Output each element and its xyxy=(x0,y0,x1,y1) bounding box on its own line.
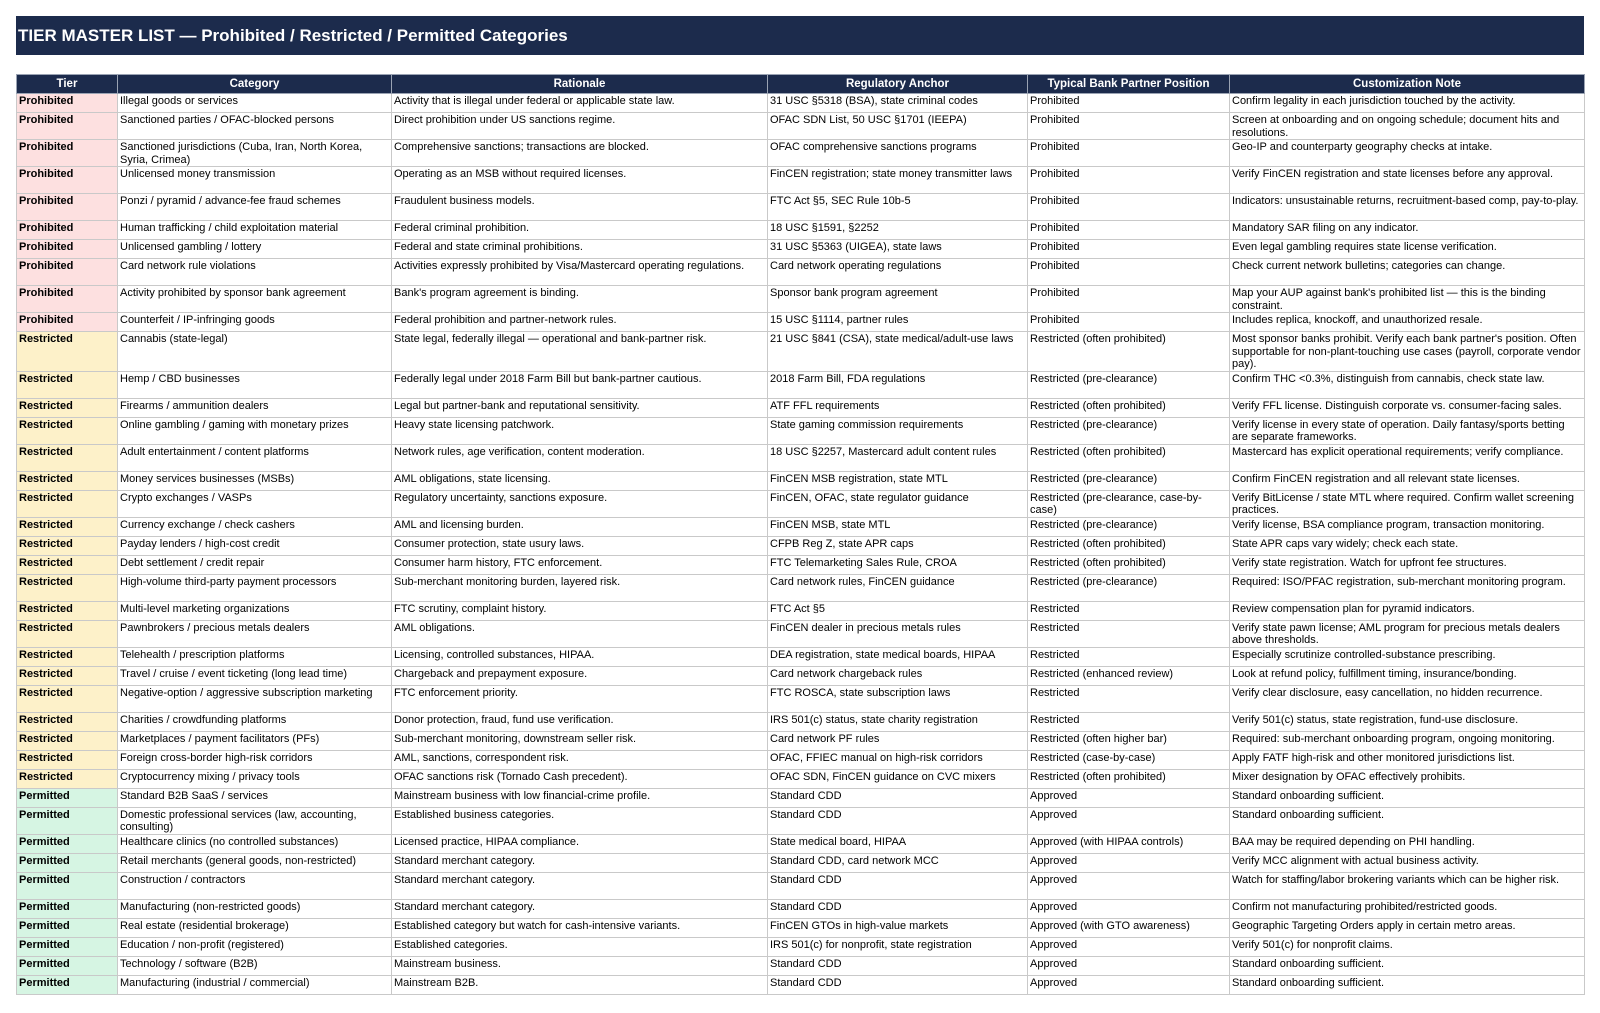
rationale-cell[interactable]: Comprehensive sanctions; transactions are blocked. xyxy=(392,140,768,167)
customization-note-cell[interactable]: Required: sub-merchant onboarding program, ongoing monitoring. xyxy=(1230,731,1585,750)
column-header-rationale[interactable]: Rationale xyxy=(392,75,768,94)
customization-note-cell[interactable]: Verify MCC alignment with actual business activity. xyxy=(1230,853,1585,872)
customization-note-cell[interactable]: Verify state registration. Watch for upfront fee structures. xyxy=(1230,555,1585,574)
tier-cell[interactable]: Permitted xyxy=(17,872,118,899)
rationale-cell[interactable]: Bank's program agreement is binding. xyxy=(392,286,768,313)
bank-partner-position-cell[interactable]: Approved xyxy=(1028,853,1230,872)
tier-cell[interactable]: Prohibited xyxy=(17,167,118,194)
bank-partner-position-cell[interactable]: Restricted (pre-clearance) xyxy=(1028,517,1230,536)
rationale-cell[interactable]: Standard merchant category. xyxy=(392,872,768,899)
tier-cell[interactable]: Restricted xyxy=(17,555,118,574)
regulatory-anchor-cell[interactable]: 18 USC §2257, Mastercard adult content rules xyxy=(768,444,1028,471)
bank-partner-position-cell[interactable]: Restricted (often prohibited) xyxy=(1028,332,1230,372)
table-row xyxy=(17,259,1585,286)
rationale-cell[interactable]: Federally legal under 2018 Farm Bill but bank-partner cautious. xyxy=(392,371,768,398)
column-header-tier[interactable]: Tier xyxy=(17,75,118,94)
category-cell[interactable]: Payday lenders / high-cost credit xyxy=(118,536,392,555)
category-cell[interactable]: Negative-option / aggressive subscription marketing xyxy=(118,685,392,712)
rationale-cell[interactable]: AML, sanctions, correspondent risk. xyxy=(392,750,768,769)
bank-partner-position-cell[interactable]: Restricted xyxy=(1028,685,1230,712)
rationale-cell[interactable]: FTC scrutiny, complaint history. xyxy=(392,601,768,620)
table-row xyxy=(17,490,1585,517)
table-row xyxy=(17,313,1585,332)
regulatory-anchor-cell[interactable]: State medical board, HIPAA xyxy=(768,834,1028,853)
tier-cell[interactable]: Restricted xyxy=(17,731,118,750)
category-cell[interactable]: Currency exchange / check cashers xyxy=(118,517,392,536)
regulatory-anchor-cell[interactable]: 15 USC §1114, partner rules xyxy=(768,313,1028,332)
customization-note-cell[interactable]: Map your AUP against bank's prohibited list — this is the binding constraint. xyxy=(1230,286,1585,313)
bank-partner-position-cell[interactable]: Restricted (often higher bar) xyxy=(1028,731,1230,750)
regulatory-anchor-cell[interactable]: OFAC comprehensive sanctions programs xyxy=(768,140,1028,167)
regulatory-anchor-cell[interactable]: IRS 501(c) status, state charity registration xyxy=(768,712,1028,731)
category-cell[interactable]: Crypto exchanges / VASPs xyxy=(118,490,392,517)
table-row xyxy=(17,221,1585,240)
column-header-category[interactable]: Category xyxy=(118,75,392,94)
regulatory-anchor-cell[interactable]: 21 USC §841 (CSA), state medical/adult-use laws xyxy=(768,332,1028,372)
tier-cell[interactable]: Restricted xyxy=(17,517,118,536)
customization-note-cell[interactable]: Verify BitLicense / state MTL where required. Confirm wallet screening practices. xyxy=(1230,490,1585,517)
regulatory-anchor-cell[interactable]: OFAC, FFIEC manual on high-risk corridors xyxy=(768,750,1028,769)
tier-cell[interactable]: Restricted xyxy=(17,332,118,372)
category-cell[interactable]: Online gambling / gaming with monetary prizes xyxy=(118,417,392,444)
tier-cell[interactable]: Prohibited xyxy=(17,94,118,113)
customization-note-cell[interactable]: Standard onboarding sufficient. xyxy=(1230,788,1585,807)
bank-partner-position-cell[interactable]: Approved xyxy=(1028,899,1230,918)
regulatory-anchor-cell[interactable]: Standard CDD, card network MCC xyxy=(768,853,1028,872)
category-cell[interactable]: Counterfeit / IP-infringing goods xyxy=(118,313,392,332)
table-row xyxy=(17,975,1585,994)
regulatory-anchor-cell[interactable]: 31 USC §5318 (BSA), state criminal codes xyxy=(768,94,1028,113)
table-row xyxy=(17,769,1585,788)
customization-note-cell[interactable]: Geo-IP and counterparty geography checks at intake. xyxy=(1230,140,1585,167)
rationale-cell[interactable]: State legal, federally illegal — operational and bank-partner risk. xyxy=(392,332,768,372)
customization-note-cell[interactable]: Confirm legality in each jurisdiction touched by the activity. xyxy=(1230,94,1585,113)
category-cell[interactable]: Charities / crowdfunding platforms xyxy=(118,712,392,731)
category-cell[interactable]: Cannabis (state-legal) xyxy=(118,332,392,372)
regulatory-anchor-cell[interactable]: Standard CDD xyxy=(768,975,1028,994)
regulatory-anchor-cell[interactable]: FinCEN MSB registration, state MTL xyxy=(768,471,1028,490)
category-cell[interactable]: Technology / software (B2B) xyxy=(118,956,392,975)
bank-partner-position-cell[interactable]: Approved (with GTO awareness) xyxy=(1028,918,1230,937)
regulatory-anchor-cell[interactable]: FinCEN registration; state money transmitter laws xyxy=(768,167,1028,194)
category-cell[interactable]: Standard B2B SaaS / services xyxy=(118,788,392,807)
customization-note-cell[interactable]: Confirm THC <0.3%, distinguish from cannabis, check state law. xyxy=(1230,371,1585,398)
table-row xyxy=(17,417,1585,444)
category-cell[interactable]: Manufacturing (industrial / commercial) xyxy=(118,975,392,994)
bank-partner-position-cell[interactable]: Approved xyxy=(1028,807,1230,834)
bank-partner-position-cell[interactable]: Prohibited xyxy=(1028,113,1230,140)
table-row xyxy=(17,685,1585,712)
tier-cell[interactable]: Prohibited xyxy=(17,313,118,332)
category-cell[interactable]: Illegal goods or services xyxy=(118,94,392,113)
table-row xyxy=(17,872,1585,899)
table-row xyxy=(17,444,1585,471)
customization-note-cell[interactable]: Indicators: unsustainable returns, recruitment-based comp, pay-to-play. xyxy=(1230,194,1585,221)
rationale-cell[interactable]: Donor protection, fraud, fund use verification. xyxy=(392,712,768,731)
bank-partner-position-cell[interactable]: Prohibited xyxy=(1028,194,1230,221)
tier-cell[interactable]: Restricted xyxy=(17,620,118,647)
table-row xyxy=(17,194,1585,221)
bank-partner-position-cell[interactable]: Approved xyxy=(1028,788,1230,807)
category-cell[interactable]: Cryptocurrency mixing / privacy tools xyxy=(118,769,392,788)
tier-cell[interactable]: Restricted xyxy=(17,574,118,601)
bank-partner-position-cell[interactable]: Restricted xyxy=(1028,601,1230,620)
customization-note-cell[interactable]: Mastercard has explicit operational requirements; verify compliance. xyxy=(1230,444,1585,471)
customization-note-cell[interactable]: Verify license, BSA compliance program, transaction monitoring. xyxy=(1230,517,1585,536)
regulatory-anchor-cell[interactable]: Card network operating regulations xyxy=(768,259,1028,286)
category-cell[interactable]: Marketplaces / payment facilitators (PFs) xyxy=(118,731,392,750)
category-cell[interactable]: Retail merchants (general goods, non-restricted) xyxy=(118,853,392,872)
tier-cell[interactable]: Restricted xyxy=(17,490,118,517)
category-cell[interactable]: Adult entertainment / content platforms xyxy=(118,444,392,471)
customization-note-cell[interactable]: Confirm not manufacturing prohibited/restricted goods. xyxy=(1230,899,1585,918)
tier-cell[interactable]: Permitted xyxy=(17,918,118,937)
table-row xyxy=(17,555,1585,574)
regulatory-anchor-cell[interactable]: ATF FFL requirements xyxy=(768,398,1028,417)
regulatory-anchor-cell[interactable]: FinCEN MSB, state MTL xyxy=(768,517,1028,536)
bank-partner-position-cell[interactable]: Approved xyxy=(1028,975,1230,994)
category-cell[interactable]: Activity prohibited by sponsor bank agreement xyxy=(118,286,392,313)
bank-partner-position-cell[interactable]: Approved xyxy=(1028,956,1230,975)
regulatory-anchor-cell[interactable]: Standard CDD xyxy=(768,872,1028,899)
regulatory-anchor-cell[interactable]: Card network chargeback rules xyxy=(768,666,1028,685)
table-row xyxy=(17,731,1585,750)
column-header-customization-note[interactable]: Customization Note xyxy=(1230,75,1585,94)
regulatory-anchor-cell[interactable]: Card network rules, FinCEN guidance xyxy=(768,574,1028,601)
category-cell[interactable]: Money services businesses (MSBs) xyxy=(118,471,392,490)
regulatory-anchor-cell[interactable]: 2018 Farm Bill, FDA regulations xyxy=(768,371,1028,398)
rationale-cell[interactable]: Network rules, age verification, content moderation. xyxy=(392,444,768,471)
table-row xyxy=(17,807,1585,834)
customization-note-cell[interactable]: Even legal gambling requires state license verification. xyxy=(1230,240,1585,259)
table-row xyxy=(17,918,1585,937)
table-row xyxy=(17,574,1585,601)
regulatory-anchor-cell[interactable]: FinCEN GTOs in high-value markets xyxy=(768,918,1028,937)
regulatory-anchor-cell[interactable]: OFAC SDN List, 50 USC §1701 (IEEPA) xyxy=(768,113,1028,140)
tier-master-table xyxy=(16,74,1585,995)
tier-cell[interactable]: Restricted xyxy=(17,536,118,555)
regulatory-anchor-cell[interactable]: 31 USC §5363 (UIGEA), state laws xyxy=(768,240,1028,259)
regulatory-anchor-cell[interactable]: Standard CDD xyxy=(768,956,1028,975)
table-row xyxy=(17,113,1585,140)
regulatory-anchor-cell[interactable]: Standard CDD xyxy=(768,788,1028,807)
customization-note-cell[interactable]: Confirm FinCEN registration and all relevant state licenses. xyxy=(1230,471,1585,490)
category-cell[interactable]: Ponzi / pyramid / advance-fee fraud schemes xyxy=(118,194,392,221)
customization-note-cell[interactable]: Look at refund policy, fulfillment timing, insurance/bonding. xyxy=(1230,666,1585,685)
rationale-cell[interactable]: Federal criminal prohibition. xyxy=(392,221,768,240)
category-cell[interactable]: Telehealth / prescription platforms xyxy=(118,647,392,666)
bank-partner-position-cell[interactable]: Prohibited xyxy=(1028,286,1230,313)
table-row xyxy=(17,536,1585,555)
category-cell[interactable]: Education / non-profit (registered) xyxy=(118,937,392,956)
regulatory-anchor-cell[interactable]: FinCEN dealer in precious metals rules xyxy=(768,620,1028,647)
tier-cell[interactable]: Prohibited xyxy=(17,221,118,240)
tier-cell[interactable]: Restricted xyxy=(17,712,118,731)
tier-cell[interactable]: Permitted xyxy=(17,807,118,834)
rationale-cell[interactable]: Legal but partner-bank and reputational sensitivity. xyxy=(392,398,768,417)
category-cell[interactable]: Human trafficking / child exploitation material xyxy=(118,221,392,240)
regulatory-anchor-cell[interactable]: 18 USC §1591, §2252 xyxy=(768,221,1028,240)
tier-cell[interactable]: Restricted xyxy=(17,647,118,666)
customization-note-cell[interactable]: Verify FFL license. Distinguish corporate vs. consumer-facing sales. xyxy=(1230,398,1585,417)
rationale-cell[interactable]: Standard merchant category. xyxy=(392,853,768,872)
customization-note-cell[interactable]: Verify clear disclosure, easy cancellation, no hidden recurrence. xyxy=(1230,685,1585,712)
rationale-cell[interactable]: Direct prohibition under US sanctions regime. xyxy=(392,113,768,140)
customization-note-cell[interactable]: Verify FinCEN registration and state licenses before any approval. xyxy=(1230,167,1585,194)
regulatory-anchor-cell[interactable]: Card network PF rules xyxy=(768,731,1028,750)
customization-note-cell[interactable]: Mandatory SAR filing on any indicator. xyxy=(1230,221,1585,240)
table-row xyxy=(17,937,1585,956)
table-row xyxy=(17,956,1585,975)
bank-partner-position-cell[interactable]: Prohibited xyxy=(1028,259,1230,286)
tier-cell[interactable]: Permitted xyxy=(17,788,118,807)
tier-cell[interactable]: Permitted xyxy=(17,834,118,853)
tier-cell[interactable]: Restricted xyxy=(17,685,118,712)
tier-cell[interactable]: Permitted xyxy=(17,899,118,918)
table-row xyxy=(17,332,1585,372)
bank-partner-position-cell[interactable]: Restricted xyxy=(1028,647,1230,666)
regulatory-anchor-cell[interactable]: OFAC SDN, FinCEN guidance on CVC mixers xyxy=(768,769,1028,788)
bank-partner-position-cell[interactable]: Approved (with HIPAA controls) xyxy=(1028,834,1230,853)
rationale-cell[interactable]: Established categories. xyxy=(392,937,768,956)
tier-cell[interactable]: Prohibited xyxy=(17,286,118,313)
regulatory-anchor-cell[interactable]: CFPB Reg Z, state APR caps xyxy=(768,536,1028,555)
tier-cell[interactable]: Permitted xyxy=(17,937,118,956)
bank-partner-position-cell[interactable]: Prohibited xyxy=(1028,240,1230,259)
category-cell[interactable]: Sanctioned parties / OFAC-blocked persons xyxy=(118,113,392,140)
bank-partner-position-cell[interactable]: Restricted xyxy=(1028,620,1230,647)
rationale-cell[interactable]: Fraudulent business models. xyxy=(392,194,768,221)
bank-partner-position-cell[interactable]: Restricted (often prohibited) xyxy=(1028,536,1230,555)
category-cell[interactable]: Unlicensed money transmission xyxy=(118,167,392,194)
regulatory-anchor-cell[interactable]: FTC Telemarketing Sales Rule, CROA xyxy=(768,555,1028,574)
customization-note-cell[interactable]: Includes replica, knockoff, and unauthorized resale. xyxy=(1230,313,1585,332)
rationale-cell[interactable]: Federal prohibition and partner-network rules. xyxy=(392,313,768,332)
bank-partner-position-cell[interactable]: Restricted (pre-clearance) xyxy=(1028,574,1230,601)
tier-cell[interactable]: Restricted xyxy=(17,371,118,398)
table-row xyxy=(17,398,1585,417)
table-row xyxy=(17,167,1585,194)
tier-cell[interactable]: Restricted xyxy=(17,444,118,471)
customization-note-cell[interactable]: Verify 501(c) status, state registration, fund-use disclosure. xyxy=(1230,712,1585,731)
header-row xyxy=(17,75,1585,94)
customization-note-cell[interactable]: State APR caps vary widely; check each state. xyxy=(1230,536,1585,555)
rationale-cell[interactable]: Mainstream business with low financial-crime profile. xyxy=(392,788,768,807)
table-row xyxy=(17,286,1585,313)
tier-cell[interactable]: Prohibited xyxy=(17,194,118,221)
table-row xyxy=(17,620,1585,647)
customization-note-cell[interactable]: Mixer designation by OFAC effectively prohibits. xyxy=(1230,769,1585,788)
rationale-cell[interactable]: Sub-merchant monitoring, downstream seller risk. xyxy=(392,731,768,750)
customization-note-cell[interactable]: Most sponsor banks prohibit. Verify each bank partner's position. Often supportable for non-plant-touching use cases (payroll, corporate vendor pay). xyxy=(1230,332,1585,372)
bank-partner-position-cell[interactable]: Prohibited xyxy=(1028,167,1230,194)
tier-cell[interactable]: Prohibited xyxy=(17,240,118,259)
category-cell[interactable]: High-volume third-party payment processors xyxy=(118,574,392,601)
bank-partner-position-cell[interactable]: Restricted xyxy=(1028,712,1230,731)
customization-note-cell[interactable]: Verify license in every state of operation. Daily fantasy/sports betting are separate frameworks. xyxy=(1230,417,1585,444)
customization-note-cell[interactable]: Verify state pawn license; AML program for precious metals dealers above thresholds. xyxy=(1230,620,1585,647)
bank-partner-position-cell[interactable]: Restricted (pre-clearance) xyxy=(1028,471,1230,490)
tier-cell[interactable]: Prohibited xyxy=(17,140,118,167)
tier-cell[interactable]: Restricted xyxy=(17,769,118,788)
regulatory-anchor-cell[interactable]: FTC Act §5, SEC Rule 10b-5 xyxy=(768,194,1028,221)
table-row xyxy=(17,517,1585,536)
tier-cell[interactable]: Restricted xyxy=(17,750,118,769)
tier-cell[interactable]: Prohibited xyxy=(17,113,118,140)
regulatory-anchor-cell[interactable]: Standard CDD xyxy=(768,807,1028,834)
tier-cell[interactable]: Permitted xyxy=(17,956,118,975)
tier-cell[interactable]: Permitted xyxy=(17,853,118,872)
bank-partner-position-cell[interactable]: Prohibited xyxy=(1028,140,1230,167)
rationale-cell[interactable]: Activities expressly prohibited by Visa/Mastercard operating regulations. xyxy=(392,259,768,286)
bank-partner-position-cell[interactable]: Approved xyxy=(1028,937,1230,956)
rationale-cell[interactable]: Mainstream B2B. xyxy=(392,975,768,994)
rationale-cell[interactable]: Mainstream business. xyxy=(392,956,768,975)
table-row xyxy=(17,834,1585,853)
tier-cell[interactable]: Restricted xyxy=(17,601,118,620)
table-body xyxy=(17,94,1585,995)
bank-partner-position-cell[interactable]: Restricted (often prohibited) xyxy=(1028,444,1230,471)
tier-cell[interactable]: Prohibited xyxy=(17,259,118,286)
customization-note-cell[interactable]: Especially scrutinize controlled-substance prescribing. xyxy=(1230,647,1585,666)
table-row xyxy=(17,471,1585,490)
customization-note-cell[interactable]: Review compensation plan for pyramid indicators. xyxy=(1230,601,1585,620)
bank-partner-position-cell[interactable]: Restricted (case-by-case) xyxy=(1028,750,1230,769)
category-cell[interactable]: Hemp / CBD businesses xyxy=(118,371,392,398)
bank-partner-position-cell[interactable]: Restricted (often prohibited) xyxy=(1028,555,1230,574)
regulatory-anchor-cell[interactable]: Standard CDD xyxy=(768,899,1028,918)
rationale-cell[interactable]: AML obligations. xyxy=(392,620,768,647)
table-row xyxy=(17,853,1585,872)
table-row xyxy=(17,788,1585,807)
rationale-cell[interactable]: FTC enforcement priority. xyxy=(392,685,768,712)
table-row xyxy=(17,899,1585,918)
table-row xyxy=(17,647,1585,666)
rationale-cell[interactable]: AML obligations, state licensing. xyxy=(392,471,768,490)
regulatory-anchor-cell[interactable]: FinCEN, OFAC, state regulator guidance xyxy=(768,490,1028,517)
customization-note-cell[interactable]: Standard onboarding sufficient. xyxy=(1230,956,1585,975)
category-cell[interactable]: Sanctioned jurisdictions (Cuba, Iran, North Korea, Syria, Crimea) xyxy=(118,140,392,167)
category-cell[interactable]: Construction / contractors xyxy=(118,872,392,899)
category-cell[interactable]: Card network rule violations xyxy=(118,259,392,286)
table-row xyxy=(17,750,1585,769)
bank-partner-position-cell[interactable]: Restricted (often prohibited) xyxy=(1028,769,1230,788)
rationale-cell[interactable]: Regulatory uncertainty, sanctions exposure. xyxy=(392,490,768,517)
rationale-cell[interactable]: Consumer protection, state usury laws. xyxy=(392,536,768,555)
regulatory-anchor-cell[interactable]: FTC ROSCA, state subscription laws xyxy=(768,685,1028,712)
bank-partner-position-cell[interactable]: Approved xyxy=(1028,872,1230,899)
rationale-cell[interactable]: Activity that is illegal under federal or applicable state law. xyxy=(392,94,768,113)
tier-cell[interactable]: Restricted xyxy=(17,666,118,685)
category-cell[interactable]: Real estate (residential brokerage) xyxy=(118,918,392,937)
rationale-cell[interactable]: AML and licensing burden. xyxy=(392,517,768,536)
customization-note-cell[interactable]: BAA may be required depending on PHI handling. xyxy=(1230,834,1585,853)
customization-note-cell[interactable]: Verify 501(c) for nonprofit claims. xyxy=(1230,937,1585,956)
rationale-cell[interactable]: Consumer harm history, FTC enforcement. xyxy=(392,555,768,574)
category-cell[interactable]: Foreign cross-border high-risk corridors xyxy=(118,750,392,769)
category-cell[interactable]: Domestic professional services (law, accounting, consulting) xyxy=(118,807,392,834)
tier-cell[interactable]: Restricted xyxy=(17,398,118,417)
table-row xyxy=(17,601,1585,620)
rationale-cell[interactable]: Established business categories. xyxy=(392,807,768,834)
bank-partner-position-cell[interactable]: Prohibited xyxy=(1028,94,1230,113)
table-row xyxy=(17,140,1585,167)
bank-partner-position-cell[interactable]: Restricted (pre-clearance, case-by-case) xyxy=(1028,490,1230,517)
bank-partner-position-cell[interactable]: Prohibited xyxy=(1028,313,1230,332)
tier-cell[interactable]: Restricted xyxy=(17,417,118,444)
regulatory-anchor-cell[interactable]: State gaming commission requirements xyxy=(768,417,1028,444)
table-row xyxy=(17,371,1585,398)
customization-note-cell[interactable]: Standard onboarding sufficient. xyxy=(1230,975,1585,994)
customization-note-cell[interactable]: Check current network bulletins; categories can change. xyxy=(1230,259,1585,286)
category-cell[interactable]: Travel / cruise / event ticketing (long lead time) xyxy=(118,666,392,685)
customization-note-cell[interactable]: Watch for staffing/labor brokering variants which can be higher risk. xyxy=(1230,872,1585,899)
table-row xyxy=(17,240,1585,259)
tier-cell[interactable]: Permitted xyxy=(17,975,118,994)
category-cell[interactable]: Multi-level marketing organizations xyxy=(118,601,392,620)
sheet-title: TIER MASTER LIST — Prohibited / Restricted / Permitted Categories xyxy=(16,16,1584,55)
regulatory-anchor-cell[interactable]: FTC Act §5 xyxy=(768,601,1028,620)
rationale-cell[interactable]: Established category but watch for cash-intensive variants. xyxy=(392,918,768,937)
customization-note-cell[interactable]: Apply FATF high-risk and other monitored jurisdictions list. xyxy=(1230,750,1585,769)
column-header-regulatory-anchor[interactable]: Regulatory Anchor xyxy=(768,75,1028,94)
rationale-cell[interactable]: Federal and state criminal prohibitions. xyxy=(392,240,768,259)
bank-partner-position-cell[interactable]: Restricted (pre-clearance) xyxy=(1028,417,1230,444)
rationale-cell[interactable]: Licensing, controlled substances, HIPAA. xyxy=(392,647,768,666)
category-cell[interactable]: Debt settlement / credit repair xyxy=(118,555,392,574)
rationale-cell[interactable]: OFAC sanctions risk (Tornado Cash precedent). xyxy=(392,769,768,788)
regulatory-anchor-cell[interactable]: IRS 501(c) for nonprofit, state registration xyxy=(768,937,1028,956)
tier-cell[interactable]: Restricted xyxy=(17,471,118,490)
customization-note-cell[interactable]: Screen at onboarding and on ongoing schedule; document hits and resolutions. xyxy=(1230,113,1585,140)
column-header-bank-partner-position[interactable]: Typical Bank Partner Position xyxy=(1028,75,1230,94)
category-cell[interactable]: Unlicensed gambling / lottery xyxy=(118,240,392,259)
bank-partner-position-cell[interactable]: Prohibited xyxy=(1028,221,1230,240)
rationale-cell[interactable]: Operating as an MSB without required licenses. xyxy=(392,167,768,194)
rationale-cell[interactable]: Chargeback and prepayment exposure. xyxy=(392,666,768,685)
table-row xyxy=(17,666,1585,685)
rationale-cell[interactable]: Licensed practice, HIPAA compliance. xyxy=(392,834,768,853)
table-row xyxy=(17,712,1585,731)
rationale-cell[interactable]: Standard merchant category. xyxy=(392,899,768,918)
customization-note-cell[interactable]: Required: ISO/PFAC registration, sub-merchant monitoring program. xyxy=(1230,574,1585,601)
customization-note-cell[interactable]: Geographic Targeting Orders apply in certain metro areas. xyxy=(1230,918,1585,937)
rationale-cell[interactable]: Sub-merchant monitoring burden, layered risk. xyxy=(392,574,768,601)
table-row xyxy=(17,94,1585,113)
bank-partner-position-cell[interactable]: Restricted (often prohibited) xyxy=(1028,398,1230,417)
customization-note-cell[interactable]: Standard onboarding sufficient. xyxy=(1230,807,1585,834)
category-cell[interactable]: Pawnbrokers / precious metals dealers xyxy=(118,620,392,647)
category-cell[interactable]: Healthcare clinics (no controlled substances) xyxy=(118,834,392,853)
category-cell[interactable]: Manufacturing (non-restricted goods) xyxy=(118,899,392,918)
rationale-cell[interactable]: Heavy state licensing patchwork. xyxy=(392,417,768,444)
category-cell[interactable]: Firearms / ammunition dealers xyxy=(118,398,392,417)
regulatory-anchor-cell[interactable]: DEA registration, state medical boards, HIPAA xyxy=(768,647,1028,666)
regulatory-anchor-cell[interactable]: Sponsor bank program agreement xyxy=(768,286,1028,313)
bank-partner-position-cell[interactable]: Restricted (enhanced review) xyxy=(1028,666,1230,685)
bank-partner-position-cell[interactable]: Restricted (pre-clearance) xyxy=(1028,371,1230,398)
